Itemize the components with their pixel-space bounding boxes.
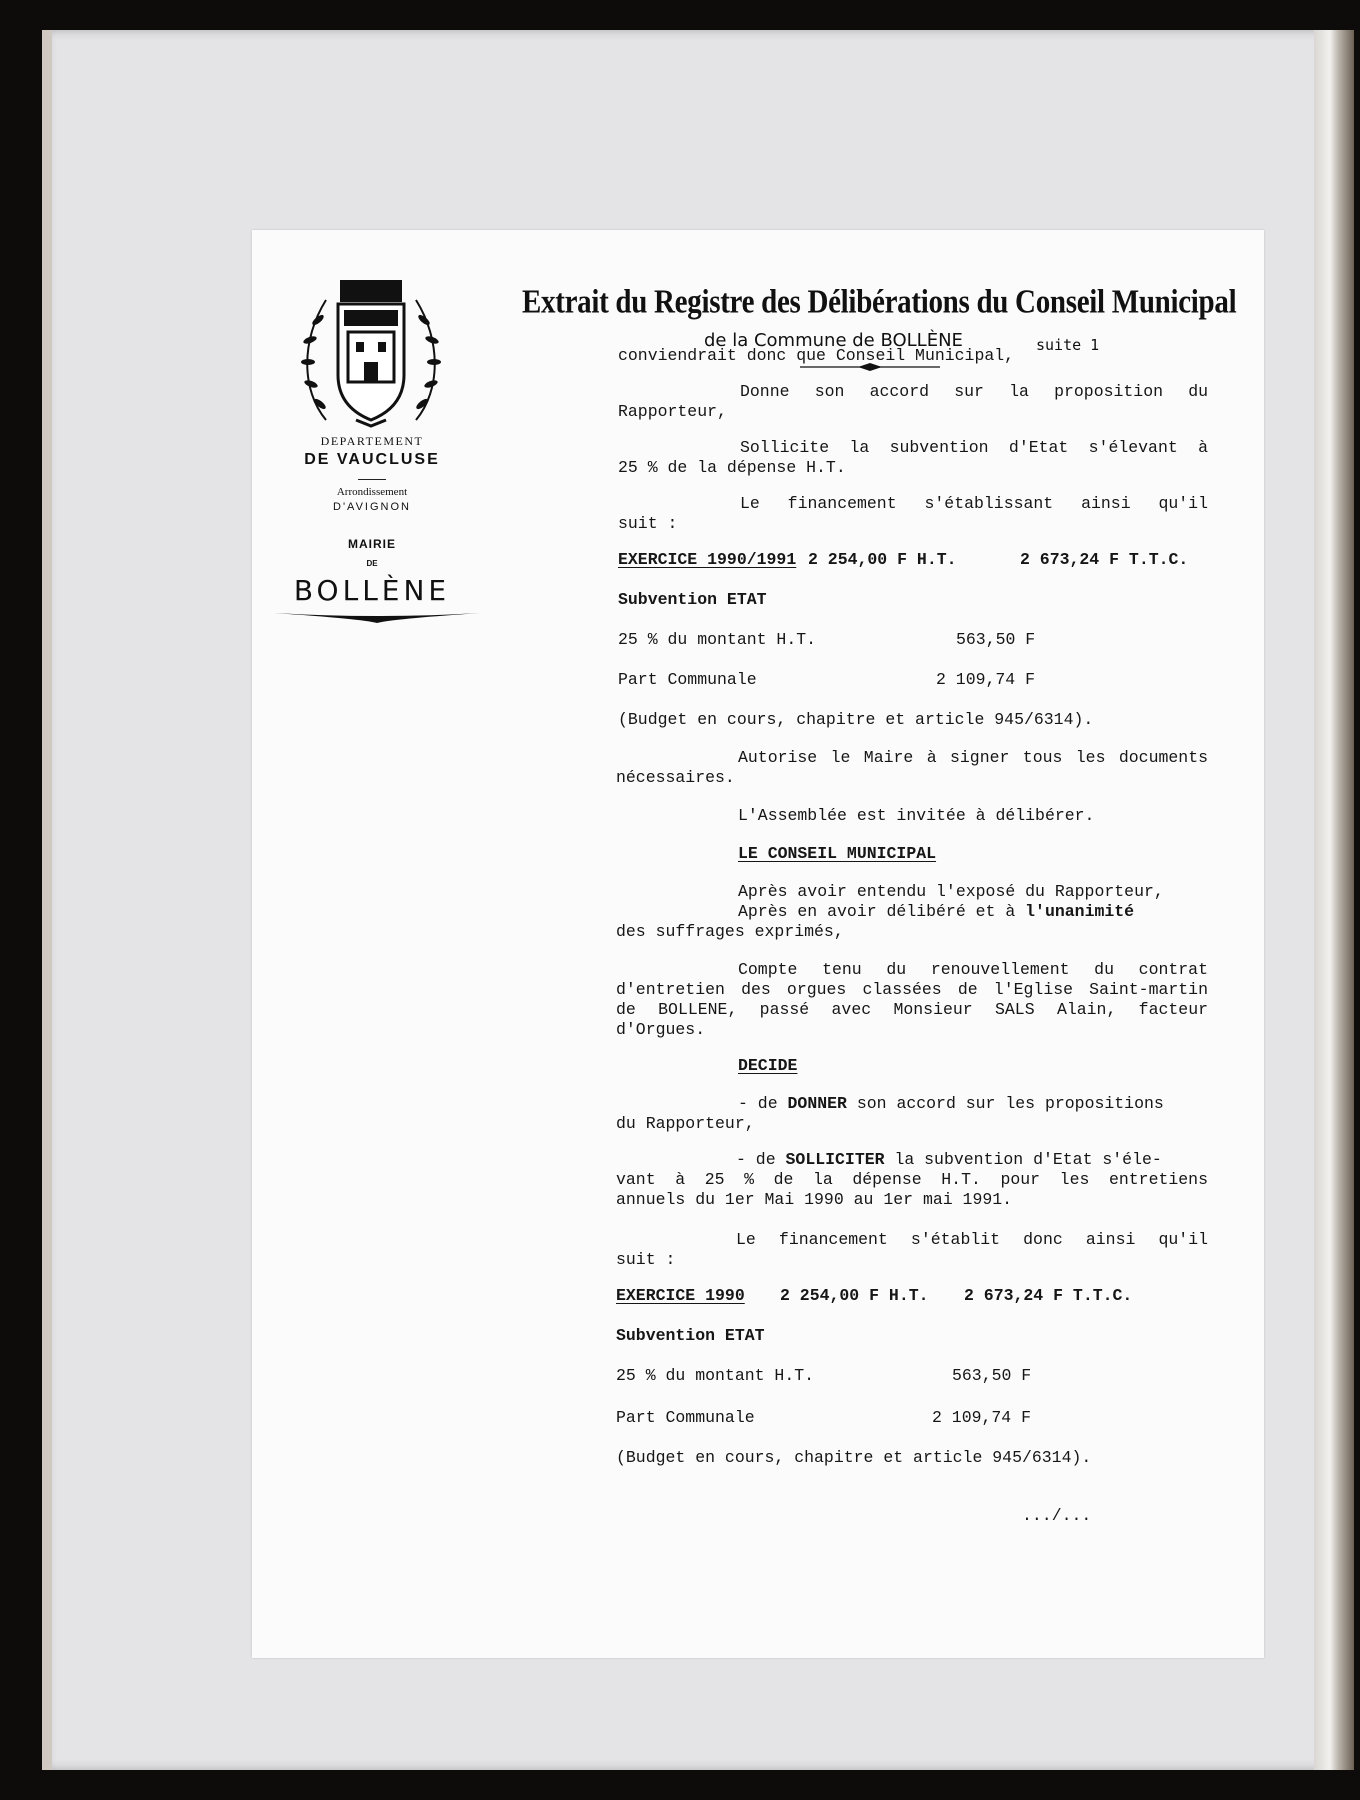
amount-ttc: 2 673,24 F T.T.C. [964,1286,1133,1305]
town-name: BOLLÈNE [293,574,451,607]
subvention-heading: Subvention ETAT [618,590,767,609]
text-line: de BOLLENE, passé avec Monsieur SALS Alain, facteur [616,1000,1208,1019]
text-line: Après en avoir délibéré et à l'unanimité [738,902,1135,921]
decide-heading: DECIDE [738,1056,798,1075]
document-sheet [252,230,1264,1658]
part-value: 2 109,74 F [936,670,1036,689]
unanimity-text: l'unanimité [1025,902,1135,921]
book-page-edge [1314,30,1354,1770]
part-label: Part Communale [616,1408,755,1427]
amount-ht: 2 254,00 F H.T. [780,1286,929,1305]
mairie-label: MAIRIE [348,537,396,551]
text-line: d'Orgues. [616,1020,706,1039]
subvention-heading: Subvention ETAT [616,1326,765,1345]
arrondissement-line: Arrondissement [336,486,408,498]
text-line: d'entretien des orgues classées de l'Eglise Saint-martin [616,980,1208,999]
text-line: suit : [618,514,678,533]
text-line: - de SOLLICITER la subvention d'Etat s'éle- [736,1150,1162,1169]
arrondissement-name: D'AVIGNON [333,501,411,513]
text-line: Sollicite la subvention d'Etat s'élevant à [740,438,1208,457]
deliberation-body [252,230,1264,1658]
text-line: nécessaires. [616,768,735,787]
department-name: DE VAUCLUSE [304,451,440,468]
continued-marker: .../... [1022,1506,1092,1525]
text-line: Compte tenu du renouvellement du contrat [738,960,1208,979]
percent-label: 25 % du montant H.T. [616,1366,815,1385]
percent-value: 563,50 F [952,1366,1032,1385]
part-value: 2 109,74 F [932,1408,1032,1427]
percent-value: 563,50 F [956,630,1036,649]
text-line: suit : [616,1250,676,1269]
exercise-label: EXERCICE 1990/1991 [618,550,797,569]
text-line: - de DONNER son accord sur les propositions [738,1094,1164,1113]
amount-ttc: 2 673,24 F T.T.C. [1020,550,1189,569]
percent-label: 25 % du montant H.T. [618,630,817,649]
text-line: annuels du 1er Mai 1990 au 1er mai 1991. [616,1190,1013,1209]
page-suite-label: suite 1 [1036,336,1100,354]
text-line: des suffrages exprimés, [616,922,844,941]
budget-note: (Budget en cours, chapitre et article 945/6314). [618,710,1094,729]
book-page [42,30,1354,1770]
de-label: DE [366,559,378,568]
text-line: Après avoir entendu l'exposé du Rapporteur, [738,882,1164,901]
exercise-label: EXERCICE 1990 [616,1286,745,1305]
budget-note: (Budget en cours, chapitre et article 945/6314). [616,1448,1092,1467]
text-line: L'Assemblée est invitée à délibérer. [738,806,1095,825]
commune-subtitle: de la Commune de BOLLÈNE [704,330,963,351]
text-line: Le financement s'établissant ainsi qu'il [740,494,1208,513]
text-line: du Rapporteur, [616,1114,755,1133]
text-line: Rapporteur, [618,402,727,421]
text-line: 25 % de la dépense H.T. [618,458,846,477]
amount-ht: 2 254,00 F H.T. [808,550,957,569]
department-line: DEPARTEMENT [320,434,424,448]
text-line: Autorise le Maire à signer tous les documents [738,748,1208,767]
text-line: Le financement s'établit donc ainsi qu'il [736,1230,1208,1249]
text-line: vant à 25 % de la dépense H.T. pour les entretiens [616,1170,1208,1189]
section-heading: LE CONSEIL MUNICIPAL [738,844,937,863]
document-title: Extrait du Registre des Délibérations du Conseil Municipal [522,283,1237,321]
text-line: Donne son accord sur la proposition du [740,382,1208,401]
text-line: conviendrait donc que Conseil Municipal, [618,346,1015,365]
part-label: Part Communale [618,670,757,689]
